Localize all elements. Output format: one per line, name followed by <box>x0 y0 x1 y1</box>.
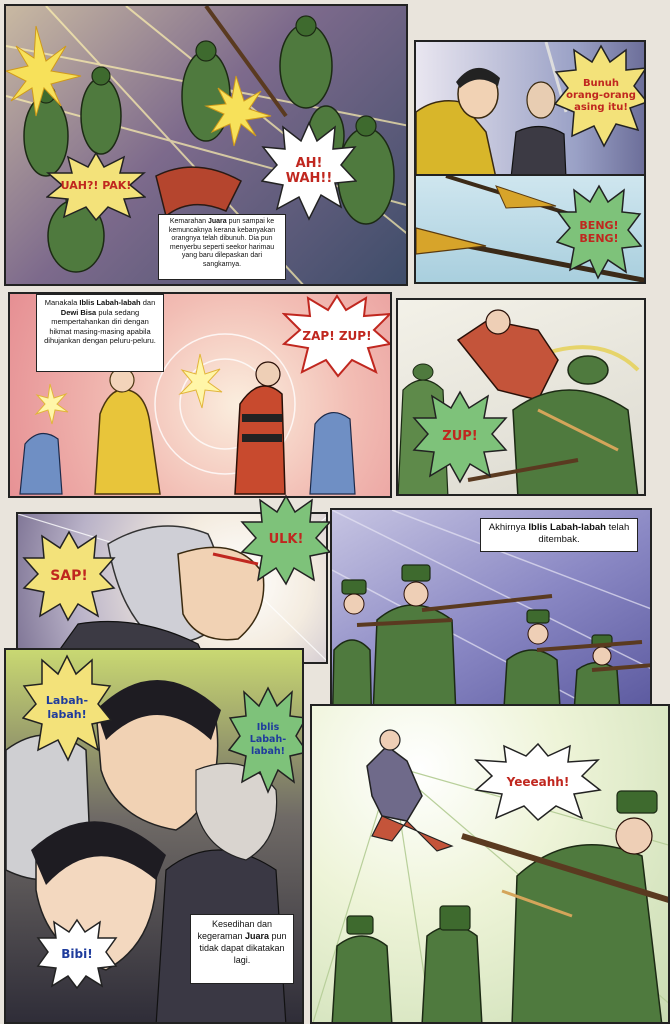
caption-text-a: Kemarahan <box>169 218 207 225</box>
speech-yeeeahh-text: Yeeeahh! <box>506 775 570 789</box>
speech-iblis-labah-text: Iblis Labah- labah! <box>249 722 287 757</box>
panel-8 <box>4 648 304 1024</box>
sfx-zup <box>412 390 508 484</box>
caption7-text-b: telah ditembak. <box>538 522 630 545</box>
sfx-sap <box>22 530 116 622</box>
panel-4 <box>8 292 392 498</box>
panel-2 <box>414 40 646 176</box>
panel4-caption <box>36 294 164 372</box>
caption-text-b: pun sampai ke kemuncaknya kerana kebanyakan orangnya telah dibunuh. Dia pun menyerbu seperti seekor harimau yang baru dilepaskan dari sangkarnya. <box>168 218 276 268</box>
panel-1 <box>4 4 408 286</box>
panel1-caption <box>158 214 286 280</box>
sfx-zup-text: ZUP! <box>442 429 478 444</box>
panel-5 <box>396 298 646 496</box>
speech-bibi-text: Bibi! <box>61 947 93 961</box>
speech-iblis-labah <box>228 686 304 794</box>
caption4-name-dewi: Dewi Bisa <box>60 307 97 317</box>
caption4-name-iblis: Iblis Labah-labah <box>79 298 141 307</box>
panel-3 <box>414 174 646 284</box>
speech-bunuh-text: Bunuh orang-orang asing itu! <box>566 78 636 113</box>
panel8-caption <box>190 914 294 984</box>
sfx-zap-zup <box>282 294 392 378</box>
caption8-text-a: Kesedihan dan kegeraman <box>197 919 273 941</box>
speech-labah-labah-text: Labah- labah! <box>45 694 89 721</box>
sfx-ah-wah-text: AH! WAH!! <box>285 156 333 186</box>
caption-name-juara: Juara <box>207 218 227 225</box>
speech-yeeeahh <box>474 742 602 822</box>
sfx-sap-text: SAP! <box>50 568 88 584</box>
sfx-ah-wah <box>261 121 357 221</box>
speech-labah-labah <box>22 654 112 762</box>
sfx-beng <box>556 184 642 280</box>
sfx-uah-pak <box>46 151 146 221</box>
sfx-ulk-text: ULK! <box>268 532 304 547</box>
speech-bunuh <box>554 44 646 148</box>
panel-9 <box>310 704 670 1024</box>
caption4-text-a: Manakala <box>44 298 78 307</box>
sfx-ulk <box>240 494 332 586</box>
caption4-text-b: dan <box>142 298 156 307</box>
sfx-zap-zup-text: ZAP! ZUP! <box>302 329 372 343</box>
speech-bibi <box>36 918 118 990</box>
caption8-text-b: pun tidak dapat dikatakan lagi. <box>199 931 287 965</box>
caption4-text-c: pula sedang mempertahankan diri dengan hikmat masing-masing apabila dihujankan dengan peluru-peluru. <box>44 307 156 345</box>
sfx-uah-pak-text: UAH?! PAK! <box>60 179 132 192</box>
caption8-name-juara: Juara <box>244 931 270 941</box>
panel7-caption <box>480 518 638 552</box>
sfx-beng-text: BENG! BENG! <box>579 219 619 245</box>
caption7-text-a: Akhirnya <box>488 522 526 533</box>
caption7-name-iblis: Iblis Labah-labah <box>528 522 606 533</box>
